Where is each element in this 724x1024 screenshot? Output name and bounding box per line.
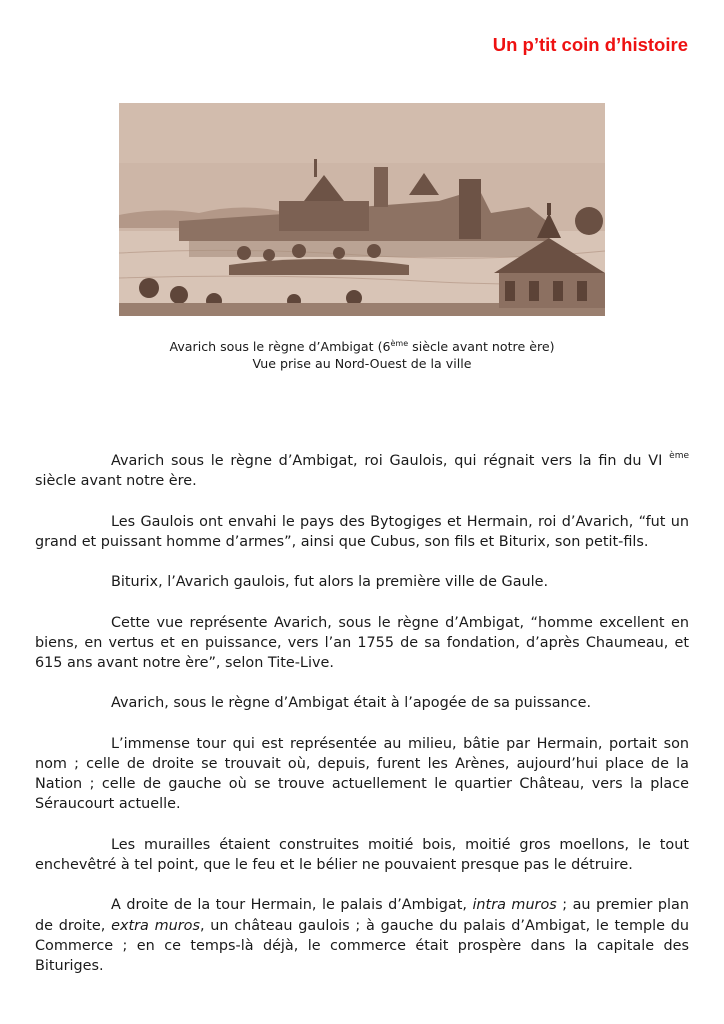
- paragraph-8: A droite de la tour Hermain, le palais d’Ambigat, intra muros ; au premier plan de droite, extra muros, un château gaulois ; à gauche du palais d’Ambigat, le temple du Commerce ; en ce temps-là déjà, le commerce était prospère dans la capitale des Bituriges.: [35, 897, 689, 974]
- paragraph-3: Biturix, l’Avarich gaulois, fut alors la première ville de Gaule.: [111, 574, 549, 591]
- engraving-image: [119, 103, 605, 316]
- image-caption: [0, 338, 724, 372]
- caption-line-2: Vue prise au Nord-Ouest de la ville: [252, 356, 472, 371]
- paragraph-7: Les murailles étaient construites moitié bois, moitié gros moellons, le tout enchevêtré à tel point, que le feu et le bélier ne pouvaient presque pas le détruire.: [35, 836, 689, 873]
- paragraph-4: Cette vue représente Avarich, sous le règne d’Ambigat, “homme excellent en biens, en vertus et en puissance, vers l’an 1755 de sa fondation, d’après Chaumeau, et 615 ans avant notre ère”, selon Tite-Live.: [35, 614, 689, 671]
- engraving-town-view-icon: [119, 103, 605, 316]
- paragraph-2: Les Gaulois ont envahi le pays des Bytogiges et Hermain, roi d’Avarich, “fut un grand et puissant homme d’armes”, ainsi que Cubus, son fils et Biturix, son petit-fils.: [35, 513, 689, 550]
- paragraph-1: Avarich sous le règne d’Ambigat, roi Gaulois, qui régnait vers la fin du VI $^{ème}$ siècle avant notre ère.: [35, 451, 689, 490]
- page-title: Un p’tit coin d’histoire: [492, 34, 688, 55]
- paragraph-6: L’immense tour qui est représentée au milieu, bâtie par Hermain, portait son nom ; celle de droite se trouvait où, depuis, furent les Arènes, aujourd’hui place de la Nation ; celle de gauche où se trouve actuellement le quartier Château, vers la place Séraucourt actuelle.: [35, 735, 689, 813]
- article-body: [35, 451, 689, 996]
- paragraph-5: Avarich, sous le règne d’Ambigat était à l’apogée de sa puissance.: [111, 695, 592, 712]
- caption-line-1: Avarich sous le règne d’Ambigat (6ème siècle avant notre ère): [169, 339, 555, 354]
